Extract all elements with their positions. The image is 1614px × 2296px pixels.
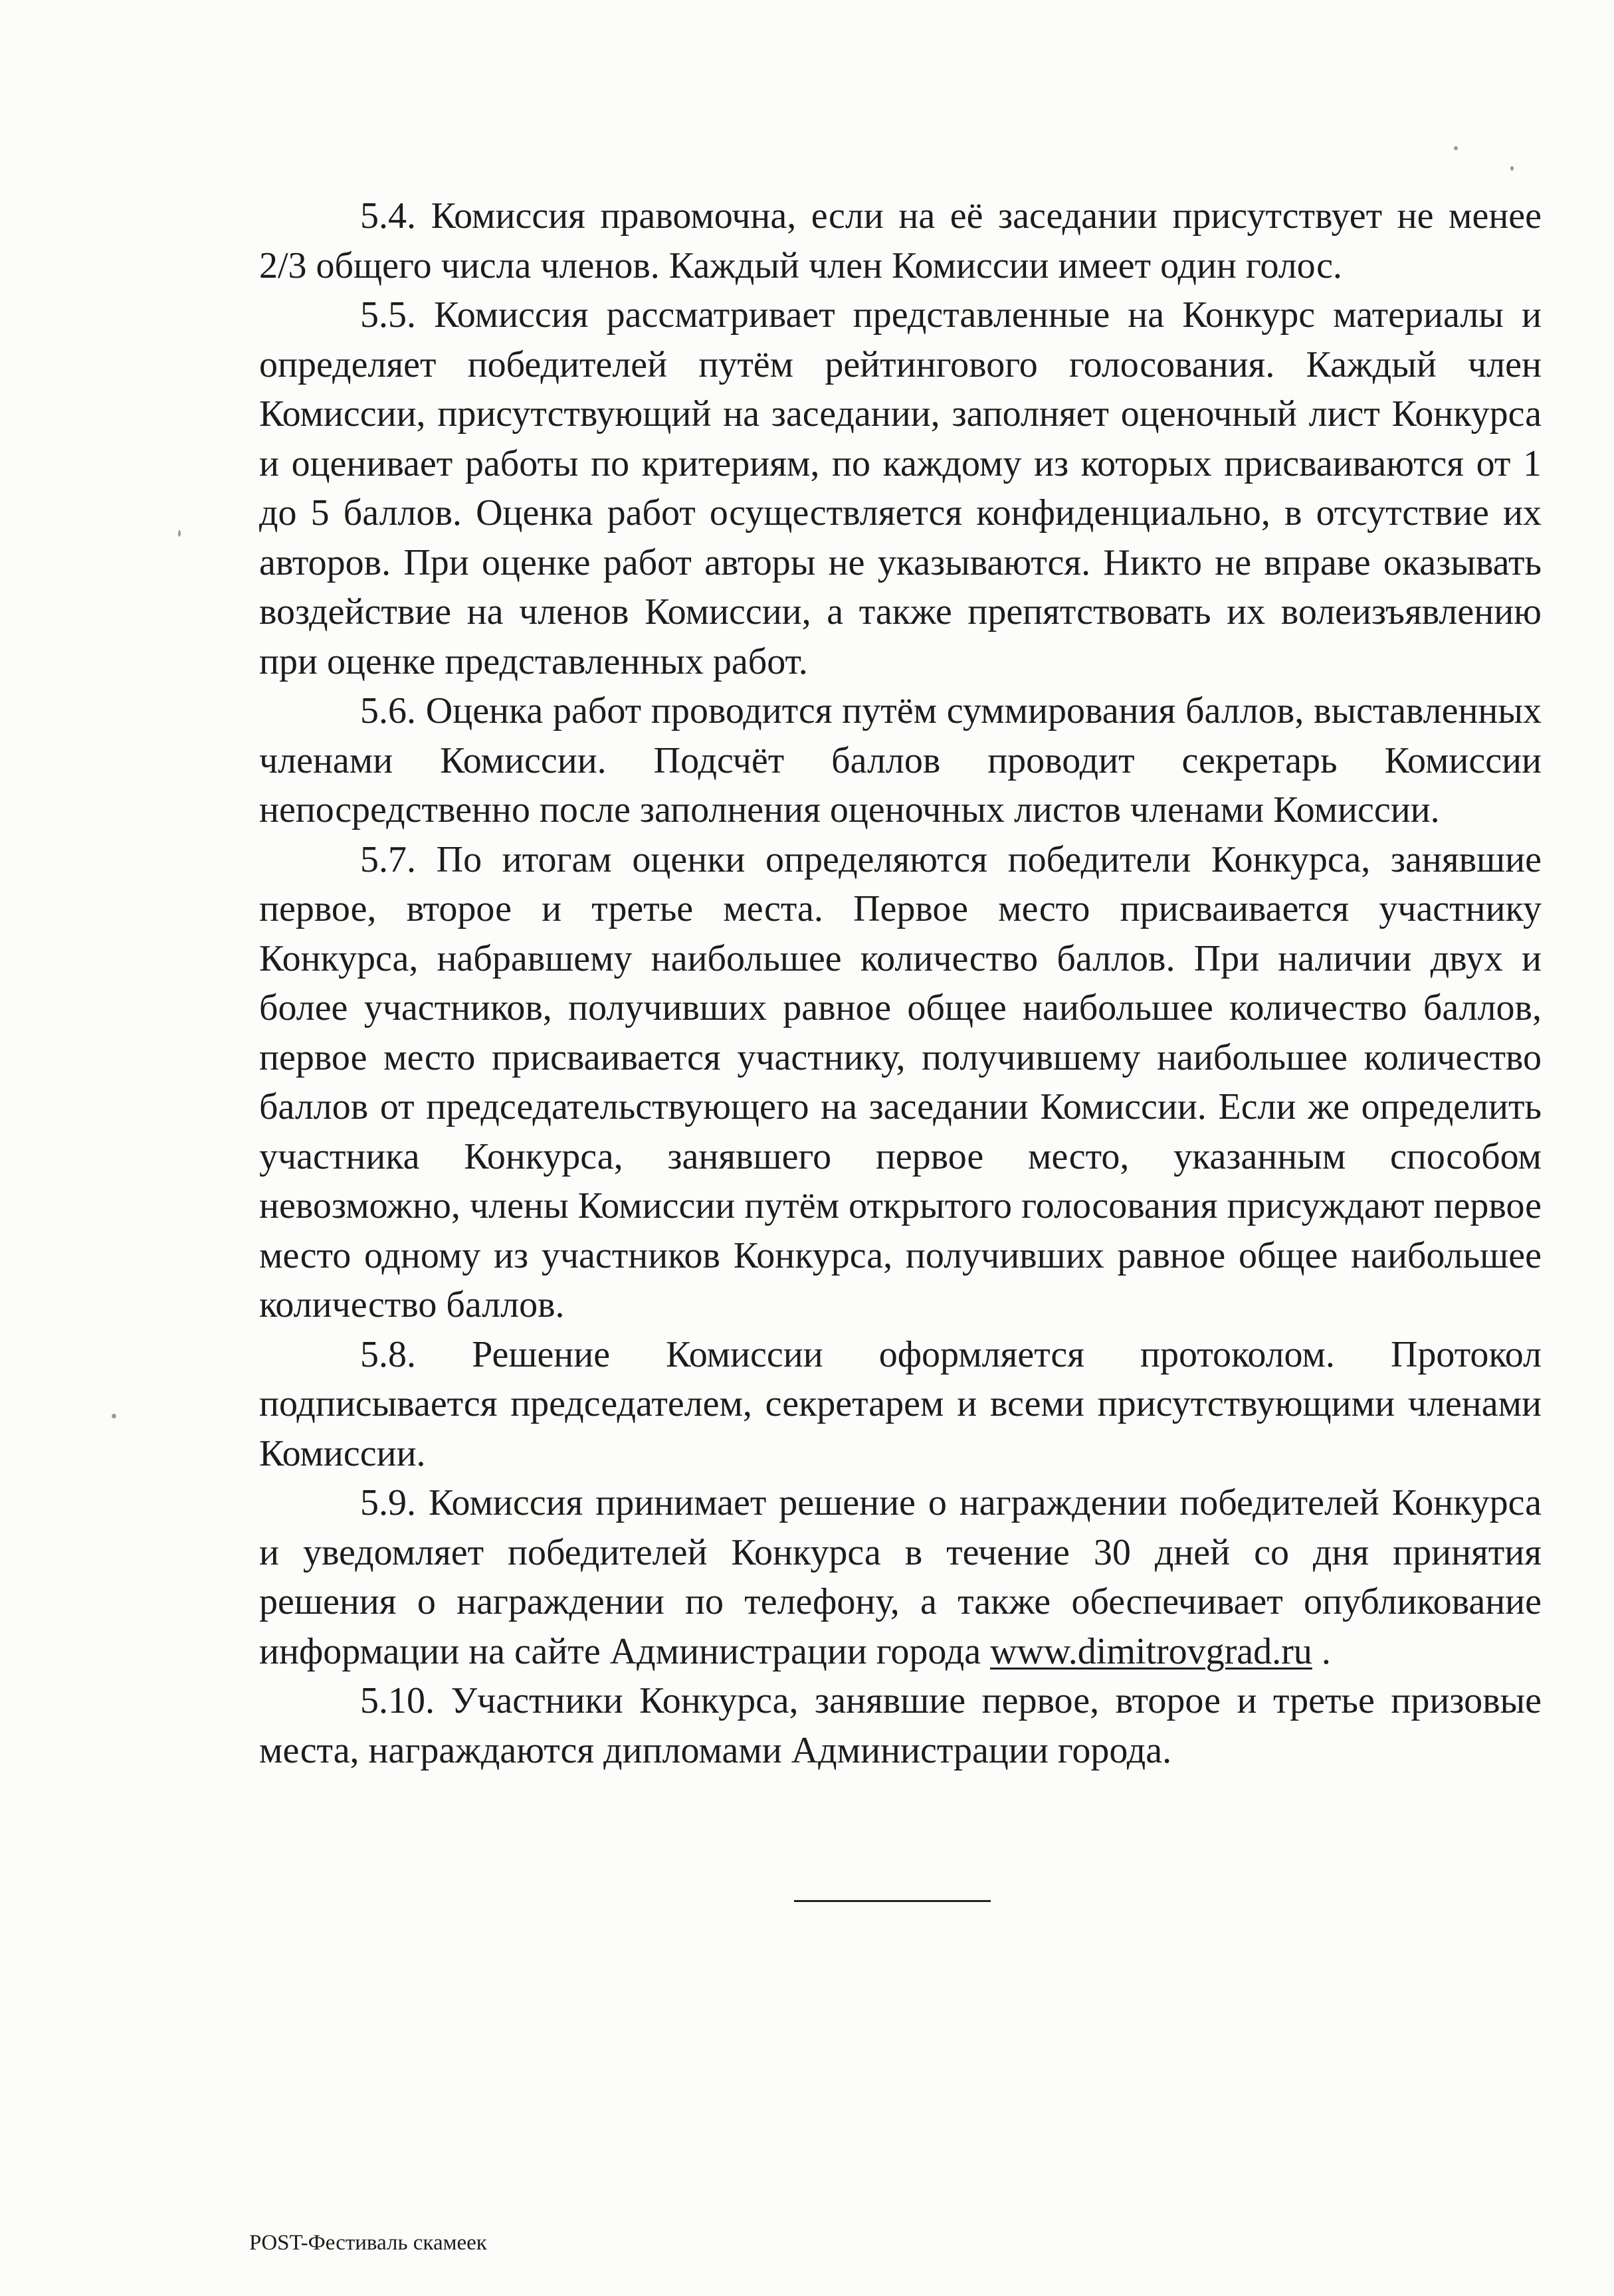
paragraph-number: 5.10. (360, 1680, 435, 1721)
paragraph-5-9 (259, 1478, 1542, 1676)
end-of-document-line (794, 1900, 991, 1902)
paragraph-5-8 (259, 1330, 1542, 1479)
paragraph-text: Комиссия рассматривает представленные на Конкурс материалы и определяет победителей путём рейтингового голосования. Каждый член Комиссии, присутствующий на заседании, заполняет оценочный лист Конкурса и оценивает работы по критериям, по каждому из которых присваиваются от 1 до 5 баллов. Оценка работ осуществляется конфиденциально, в отсутствие их авторов. При оценке работ авторы не указываются. Никто не вправе оказывать воздействие на членов Комиссии, а также препятствовать их волеизъявлению при оценке представленных работ. (259, 294, 1542, 682)
scan-speck (178, 530, 181, 537)
paragraph-number: 5.8. (360, 1333, 416, 1375)
paragraph-text: Оценка работ проводится путём суммирования баллов, выставленных членами Комиссии. Подсчёт баллов проводит секретарь Комиссии непосредственно после заполнения оценочных листов членами Комиссии. (259, 690, 1542, 830)
paragraph-5-10 (259, 1676, 1542, 1775)
page-footer: POST-Фестиваль скамеек (249, 2231, 487, 2255)
paragraph-number: 5.5. (360, 294, 416, 335)
paragraph-text: Участники Конкурса, занявшие первое, второе и третье призовые места, награждаются дипломами Администрации города. (259, 1680, 1542, 1771)
paragraph-number: 5.6. (360, 690, 416, 731)
paragraph-number: 5.7. (360, 838, 416, 880)
paragraph-number: 5.4. (360, 195, 416, 237)
paragraph-text: Комиссия принимает решение о награждении победителей Конкурса и уведомляет победителей Конкурса в течение 30 дней со дня принятия решения о награждении по телефону, а также обеспечивает опубликование информации на сайте Администрации города (259, 1482, 1542, 1672)
paragraph-5-7 (259, 835, 1542, 1330)
document-body (259, 191, 1542, 1775)
paragraph-end-punctuation: . (1321, 1630, 1331, 1672)
paragraph-5-6 (259, 686, 1542, 835)
website-link[interactable]: www.dimitrovgrad.ru (990, 1630, 1312, 1672)
scan-speck (1454, 146, 1458, 150)
scan-speck (112, 1414, 116, 1418)
paragraph-text: Решение Комиссии оформляется протоколом. Протокол подписывается председателем, секретарем и всеми присутствующими членами Комиссии. (259, 1333, 1542, 1474)
scan-speck (1510, 166, 1514, 171)
paragraph-number: 5.9. (360, 1482, 416, 1523)
paragraph-5-4 (259, 191, 1542, 290)
paragraph-5-5 (259, 290, 1542, 686)
paragraph-text: Комиссия правомочна, если на её заседании присутствует не менее 2/3 общего числа членов. Каждый член Комиссии имеет один голос. (259, 195, 1542, 286)
paragraph-text: По итогам оценки определяются победители Конкурса, занявшие первое, второе и третье места. Первое место присваивается участнику Конкурса, набравшему наибольшее количество баллов. При наличии двух и более участников, получивших равное общее наибольшее количество баллов, первое место присваивается участнику, получившему наибольшее количество баллов от председательствующего на заседании Комиссии. Если же определить участника Конкурса, занявшего первое место, указанным способом невозможно, члены Комиссии путём открытого голосования присуждают первое место одному из участников Конкурса, получивших равное общее наибольшее количество баллов. (259, 838, 1542, 1325)
